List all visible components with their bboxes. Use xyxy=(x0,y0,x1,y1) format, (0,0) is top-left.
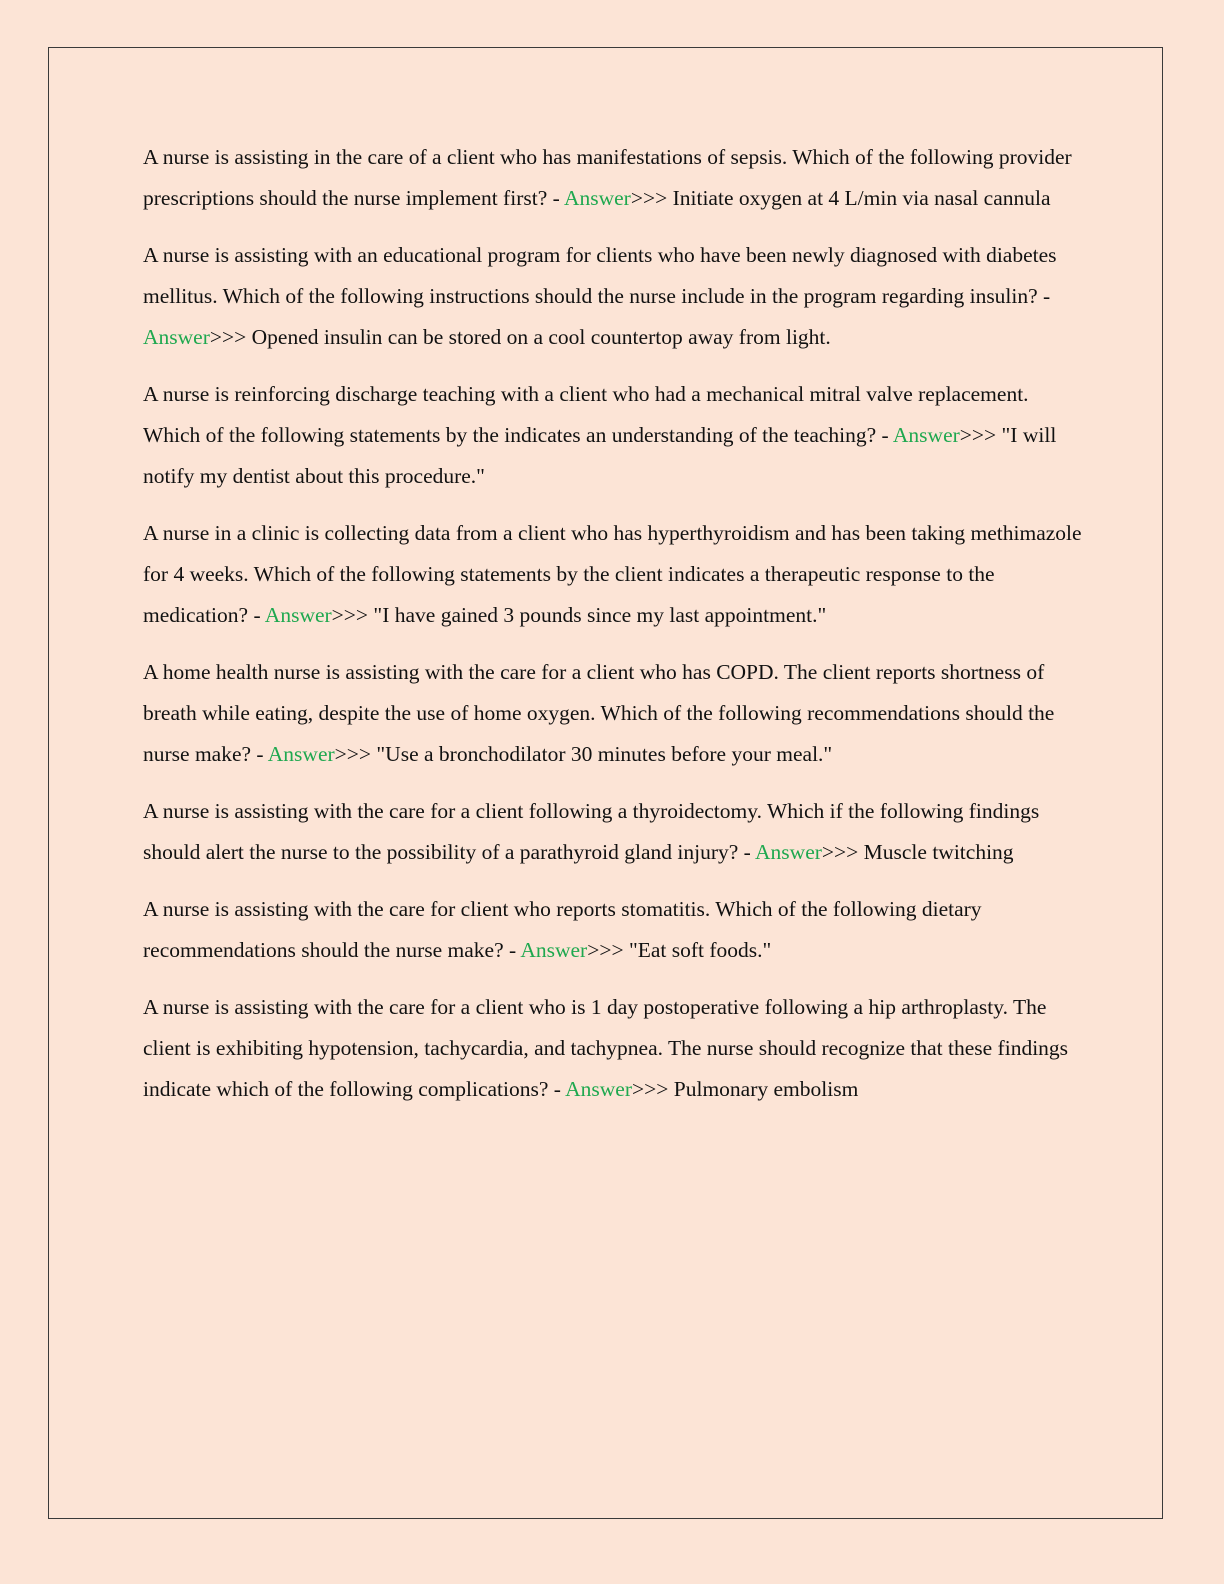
qa-item-6 xyxy=(143,791,1083,873)
question-text: A nurse is assisting with an educational program for clients who have been newly diagnosed with diabetes mellitus. Which of the following instructions should the nurse include in the program regarding insulin? - xyxy=(143,243,1057,308)
answer-text: >>> Initiate oxygen at 4 L/min via nasal cannula xyxy=(630,186,1051,210)
answer-label: Answer xyxy=(264,603,332,627)
qa-item-3 xyxy=(143,374,1083,497)
answer-label: Answer xyxy=(143,325,210,349)
answer-text: >>> "Eat soft foods." xyxy=(587,938,772,962)
question-text: A nurse is assisting in the care of a client who has manifestations of sepsis. Which of the following provider prescriptions should the nurse implement first? - xyxy=(143,145,1072,210)
answer-label: Answer xyxy=(755,840,822,864)
qa-item-2 xyxy=(143,235,1083,358)
qa-item-5 xyxy=(143,652,1083,775)
answer-text: >>> "I have gained 3 pounds since my last appointment." xyxy=(331,603,827,627)
qa-item-8 xyxy=(143,987,1083,1110)
answer-label: Answer xyxy=(267,742,335,766)
qa-item-4 xyxy=(143,513,1083,636)
question-text: A home health nurse is assisting with the care for a client who has COPD. The client reports shortness of breath while eating, despite the use of home oxygen. Which of the following recommendations should the nurse make? - xyxy=(143,660,1055,766)
question-text: A nurse is assisting with the care for client who reports stomatitis. Which of the following dietary recommendations should the nurse make? - xyxy=(143,897,982,962)
question-text: A nurse is reinforcing discharge teaching with a client who had a mechanical mitral valve replacement. Which of the following statements by the indicates an understanding of the teaching? - xyxy=(143,382,1029,447)
answer-label: Answer xyxy=(892,423,960,447)
question-text: A nurse in a clinic is collecting data from a client who has hyperthyroidism and has been taking methimazole for 4 weeks. Which of the following statements by the client indicates a therapeutic response to the medication? - xyxy=(143,521,1082,627)
answer-text: >>> Pulmonary embolism xyxy=(632,1077,859,1101)
answer-label: Answer xyxy=(565,1077,633,1101)
question-text: A nurse is assisting with the care for a client following a thyroidectomy. Which if the following findings should alert the nurse to the possibility of a parathyroid gland injury? - xyxy=(143,799,1040,864)
answer-label: Answer xyxy=(520,938,588,962)
answer-text: >>> Muscle twitching xyxy=(821,840,1014,864)
answer-text: >>> Opened insulin can be stored on a cool countertop away from light. xyxy=(209,325,831,349)
question-text: A nurse is assisting with the care for a client who is 1 day postoperative following a hip arthroplasty. The client is exhibiting hypotension, tachycardia, and tachypnea. The nurse should recognize that these findings indicate which of the following complications? - xyxy=(143,995,1069,1101)
qa-list xyxy=(143,137,1083,1126)
qa-item-7 xyxy=(143,889,1083,971)
answer-text: >>> "I will notify my dentist about this procedure." xyxy=(143,423,1057,488)
qa-item-1 xyxy=(143,137,1083,219)
answer-text: >>> "Use a bronchodilator 30 minutes before your meal." xyxy=(334,742,833,766)
answer-label: Answer xyxy=(563,186,631,210)
